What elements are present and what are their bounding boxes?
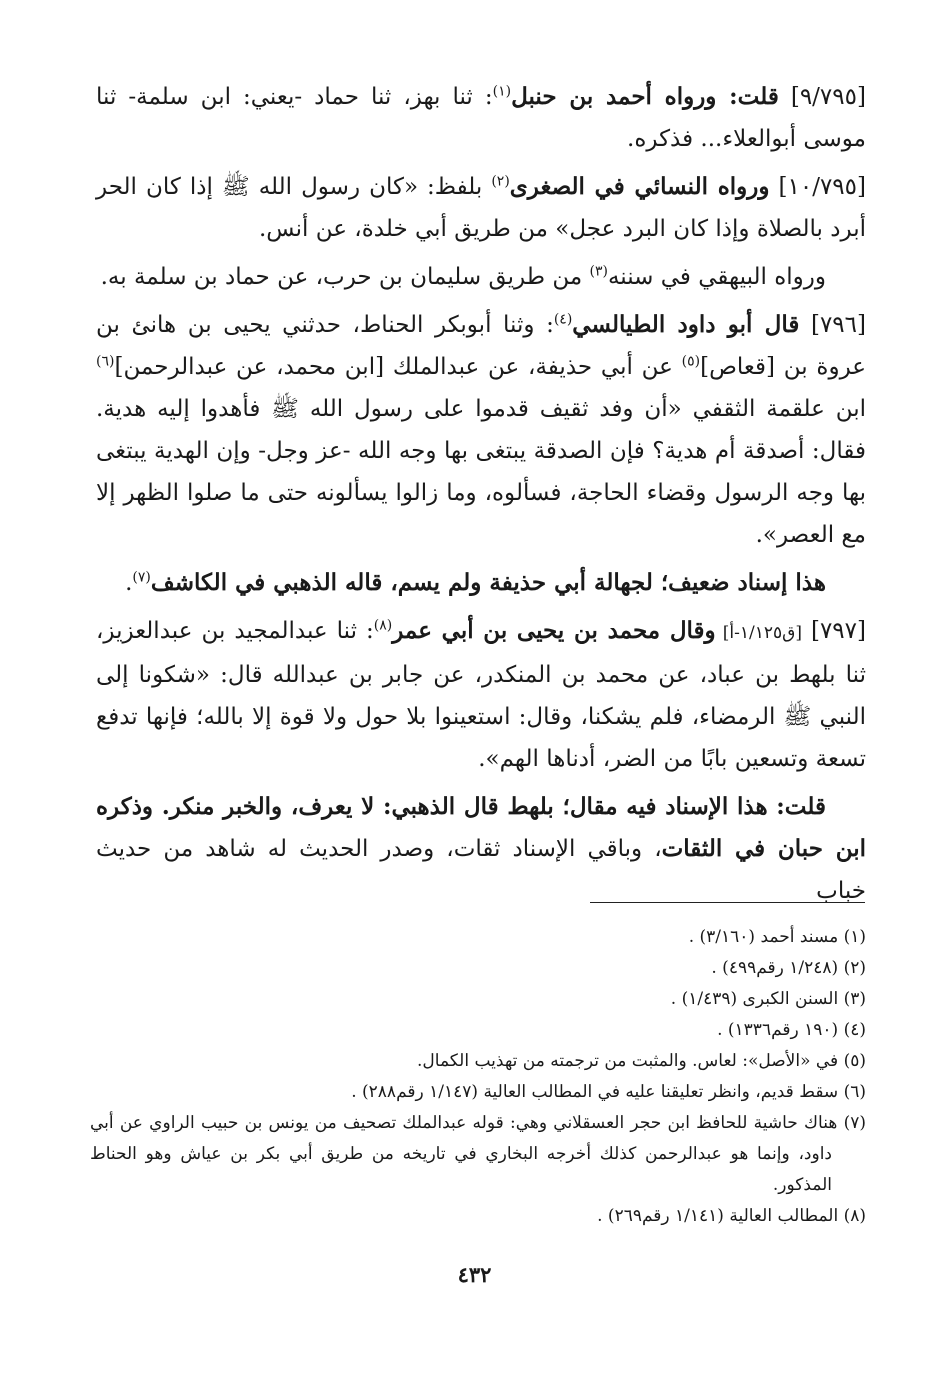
paragraph-p6 <box>96 610 866 780</box>
text-run: : وثنا أبوبكر الحناط، حدثني يحيى بن هانئ بن عروة بن [قعاص] <box>96 312 866 380</box>
text-run: (٤) <box>553 311 573 328</box>
footnote-6: (٦) سقط قديم، وانظر تعليقنا عليه في المطالب العالية (١/١٤٧ رقم٢٨٨) . <box>351 1082 866 1102</box>
text-run: [٧٩٦] <box>799 312 866 338</box>
text-run: قلت: هذا الإسناد فيه مقال؛ بلهط قال الذهبي: لا يعرف، والخبر منكر. وذكره ابن حبان في الثقات <box>96 793 866 862</box>
footnote-8: (٨) المطالب العالية (١/١٤١ رقم٢٦٩) . <box>597 1206 866 1226</box>
footnote-1: (١) مسند أحمد (٣/١٦٠) . <box>688 927 866 947</box>
text-run: قلت: ورواه أحمد بن حنبل <box>511 83 779 110</box>
paragraph-p4 <box>96 304 866 556</box>
text-run: ورواه النسائي في الصغرى <box>509 173 770 200</box>
text-run: بلفظ: «كان رسول الله ﷺ إذا كان الحر أبرد بالصلاة وإذا كان البرد عجل» من طريق أبي خلدة، عن أنس. <box>96 174 866 242</box>
paragraph-p5 <box>96 562 866 604</box>
text-run: [٧٩٧] <box>801 618 866 644</box>
paragraph-p1 <box>96 76 866 160</box>
text-run: (٦) <box>96 353 115 370</box>
text-run: (١) <box>492 83 512 100</box>
text-run: (٣) <box>589 263 608 280</box>
text-run: [ق١/١٢٥-أ] <box>715 623 802 643</box>
text-run: ، وباقي الإسناد ثقات، وصدر الحديث له شاهد من حديث خباب <box>96 836 866 904</box>
text-run: من طريق سليمان بن حرب، عن حماد بن سلمة به. <box>100 264 590 290</box>
text-run: ورواه البيهقي في سننه <box>607 264 826 290</box>
text-run: وقال محمد بن يحيى بن أبي عمر <box>392 617 716 644</box>
text-run: (٨) <box>373 617 393 634</box>
paragraph-p3 <box>96 256 866 298</box>
text-run: [٩/٧٩٥] <box>778 84 866 110</box>
text-run: (٢) <box>491 173 510 190</box>
footnote-divider <box>590 902 865 903</box>
text-run: : ثنا بهز، ثنا حماد -يعني: ابن سلمة- ثنا موسى أبوالعلاء... فذكره. <box>96 84 866 152</box>
text-run: (٥) <box>681 353 701 370</box>
footnote-7: (٧) هناك حاشية للحافظ ابن حجر العسقلاني وهي: قوله عبدالملك تصحيف من يونس بن حبيب الراوي عن أبي داود، وإنما هو عبدالرحمن كذلك أخرجه البخاري في تاريخه من طريق أبي بكر بن عياش وهو الحناط المذكور. <box>90 1113 866 1195</box>
text-run: عن أبي حذيفة، عن عبدالملك [ابن محمد، عن عبدالرحمن] <box>114 354 682 380</box>
text-run: . <box>125 570 133 596</box>
footnotes <box>90 922 866 1232</box>
footnote-5: (٥) في «الأصل»: لعاس. والمثبت من ترجمته من تهذيب الكمال. <box>417 1051 866 1071</box>
text-run: : ثنا عبدالمجيد بن عبدالعزيز، ثنا بلهط بن عباد، عن محمد بن المنكدر، عن جابر بن عبدالله قال: «شكونا إلى النبي ﷺ الرمضاء، فلم يشكنا، وقال: استعينوا بلا حول ولا قوة إلا بالله؛ فإنها تدفع تسعة وتسعين بابًا من الضر، أدناها الهم». <box>96 618 866 772</box>
main-text <box>96 76 866 918</box>
text-run: قال أبو داود الطيالسي <box>572 311 800 338</box>
page-number: ٤٣٢ <box>457 1262 492 1287</box>
text-run: [١٠/٧٩٥] <box>769 174 866 200</box>
footnote-4: (٤) (١٩٠ رقم١٣٣٦) . <box>717 1020 866 1040</box>
text-run: ابن علقمة الثقفي «أن وفد ثقيف قدموا على رسول الله ﷺ فأهدوا إليه هدية. فقال: أصدقة أم هدية؟ فإن الصدقة يبتغى بها وجه الله -عز وجل- وإن الهدية يبتغى بها وجه الرسول وقضاء الحاجة، فسألوه، وما زالوا يسألونه حتى ما صلوا الظهر إلا مع العصر». <box>96 396 866 548</box>
paragraph-p2 <box>96 166 866 250</box>
paragraph-p7 <box>96 786 866 912</box>
text-run: هذا إسناد ضعيف؛ لجهالة أبي حذيفة ولم يسم، قاله الذهبي في الكاشف <box>150 569 826 596</box>
text-run: (٧) <box>132 569 151 586</box>
footnote-3: (٣) السنن الكبرى (١/٤٣٩) . <box>670 989 866 1009</box>
footnote-2: (٢) (١/٢٤٨ رقم٤٩٩) . <box>711 958 866 978</box>
